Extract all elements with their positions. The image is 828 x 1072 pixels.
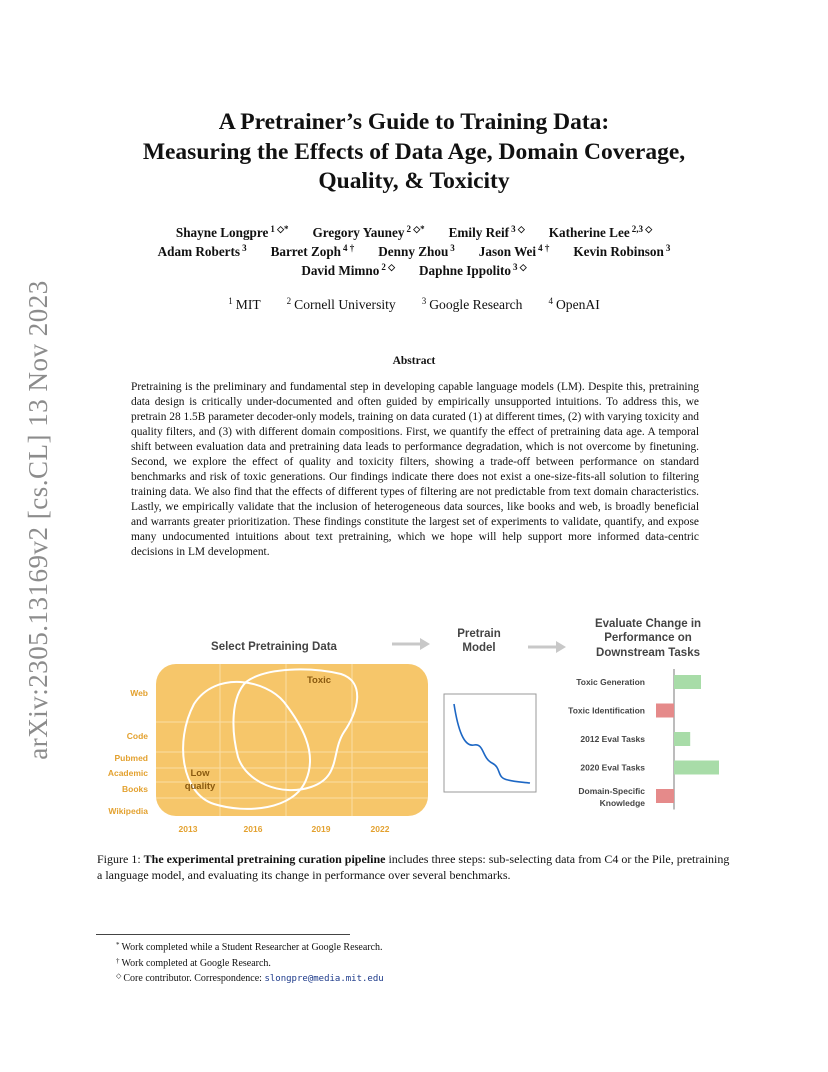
year-label: 2016: [243, 824, 263, 834]
domain-label: Academic: [107, 768, 148, 778]
eval-category-label: Knowledge: [599, 798, 645, 808]
eval-category-label: 2020 Eval Tasks: [580, 762, 645, 773]
title-line: A Pretrainer’s Guide to Training Data:: [218, 109, 610, 135]
eval-category-label: Toxic Generation: [576, 677, 645, 687]
pipeline-figure: [96, 612, 736, 842]
author-row: [100, 258, 728, 277]
domain-label: Wikipedia: [108, 806, 148, 816]
author: Shayne Longpre $^{1 ◇*}$: [175, 224, 289, 240]
domain-label: Web: [130, 688, 148, 698]
eval-bar: [674, 761, 719, 775]
footnote-divider: [96, 934, 350, 935]
footnote: † Work completed at Google Research.: [116, 956, 271, 969]
pretrain-title: Pretrain: [457, 628, 501, 640]
eval-bar: [674, 732, 690, 746]
eval-bar: [656, 789, 674, 803]
abstract-heading: Abstract: [392, 355, 436, 367]
toxic-region-label: Toxic: [306, 675, 332, 686]
low-quality-region-label: quality: [184, 781, 216, 792]
loss-curve-frame: [444, 694, 536, 792]
author: Gregory Yauney $^{2 ◇*}$: [312, 224, 425, 240]
eval-category-label: 2012 Eval Tasks: [580, 734, 645, 744]
evaluate-title: Performance on: [604, 632, 692, 644]
low-quality-region-label: Low: [190, 768, 210, 779]
eval-bar: [656, 704, 674, 718]
author: Katherine Lee $^{2,3 ◇}$: [548, 224, 653, 240]
arrow-head-icon: [556, 641, 566, 653]
title-line: Quality, & Toxicity: [318, 168, 510, 194]
domain-label: Books: [122, 784, 148, 794]
correspondence-email-link[interactable]: slongpre@media.mit.edu: [264, 974, 384, 984]
evaluate-title: Downstream Tasks: [596, 647, 700, 659]
author: David Mimno $^{2 ◇}$: [301, 262, 396, 278]
domain-label: Code: [126, 731, 148, 741]
footnote: * Work completed while a Student Researcher at Google Research.: [116, 941, 383, 953]
footnote: ◇ Core contributor. Correspondence: slongpre@media.mit.edu: [116, 972, 384, 984]
author-row: [100, 220, 728, 239]
affiliation: $^3$ Google Research: [421, 296, 523, 312]
evaluate-title: Evaluate Change in: [594, 618, 702, 630]
author: Daphne Ippolito $^{3 ◇}$: [419, 262, 527, 278]
author-row: [100, 239, 728, 258]
domain-labels: [108, 688, 148, 816]
year-label: 2013: [178, 824, 198, 834]
author: Barret Zoph $^{4 \dagger}$: [270, 243, 355, 259]
eval-category-label: Domain-Specific: [578, 786, 645, 796]
author: Emily Reif $^{3 ◇}$: [448, 224, 525, 240]
year-label: 2019: [311, 824, 331, 834]
paper-title: [80, 108, 748, 197]
eval-bar-chart: [568, 669, 719, 810]
author: Denny Zhou $^3$: [378, 243, 455, 259]
select-data-title: Select Pretraining Data: [211, 641, 337, 653]
author: Kevin Robinson $^3$: [573, 243, 671, 259]
abstract-text: Pretraining is the preliminary and fundamental step in developing capable language models (LM). Despite this, pretraining data design is critically under-documented and often guided by empirically unsupported intuitions. To address this, we pretrain 28 1.5B parameter decoder-only models, training on data curated (1) at different times, (2) with varying toxicity and quality filters, and (3) with different domain compositions. First, we quantify the effect of pretraining data age. A temporal shift between evaluation data and pretraining data leads to performance degradation, which is not overcome by finetuning. Second, we explore the effect of quality and toxicity filters, showing a trade-off between performance on standard benchmarks and risk of toxic generations. Our findings indicate there does not exist a one-size-fits-all solution to filtering training data. We also find that the effects of different types of filtering are not predictable from text domain characteristics. Lastly, we empirically validate that the inclusion of heterogeneous data sources, like books and web, is broadly beneficial and warrants greater prioritization. These findings constitute the largest set of experiments to validate, quantify, and expose many undocumented intuitions about text pretraining, which we hope will help support more informed data-centric decisions in LM development.: [131, 381, 699, 558]
eval-category-label: Toxic Identification: [568, 705, 645, 716]
author: Adam Roberts $^3$: [157, 243, 247, 259]
domain-label: Pubmed: [114, 753, 148, 763]
year-labels: [179, 824, 390, 834]
affiliation: $^2$ Cornell University: [286, 296, 396, 312]
author: Jason Wei $^{4 \dagger}$: [478, 243, 550, 259]
author-list: [100, 220, 728, 277]
pretrain-title: Model: [462, 642, 496, 654]
affiliation: $^1$ MIT: [228, 296, 261, 312]
affiliations: [100, 296, 728, 313]
arxiv-identifier-stamp: arXiv:2305.13169v2 [cs.CL] 13 Nov 2023: [23, 280, 53, 760]
title-line: Measuring the Effects of Data Age, Domain Coverage,: [142, 138, 686, 165]
eval-bar: [674, 675, 701, 689]
arrow-head-icon: [420, 638, 430, 650]
figure-caption: Figure 1: The experimental pretraining curation pipeline includes three steps: sub-selecting data from C4 or the Pile, pretraining a language model, and evaluating its change in performance over several benchmarks.: [97, 852, 730, 882]
footnotes: [116, 939, 716, 987]
year-label: 2022: [370, 824, 390, 834]
affiliation: $^4$ OpenAI: [548, 296, 600, 312]
